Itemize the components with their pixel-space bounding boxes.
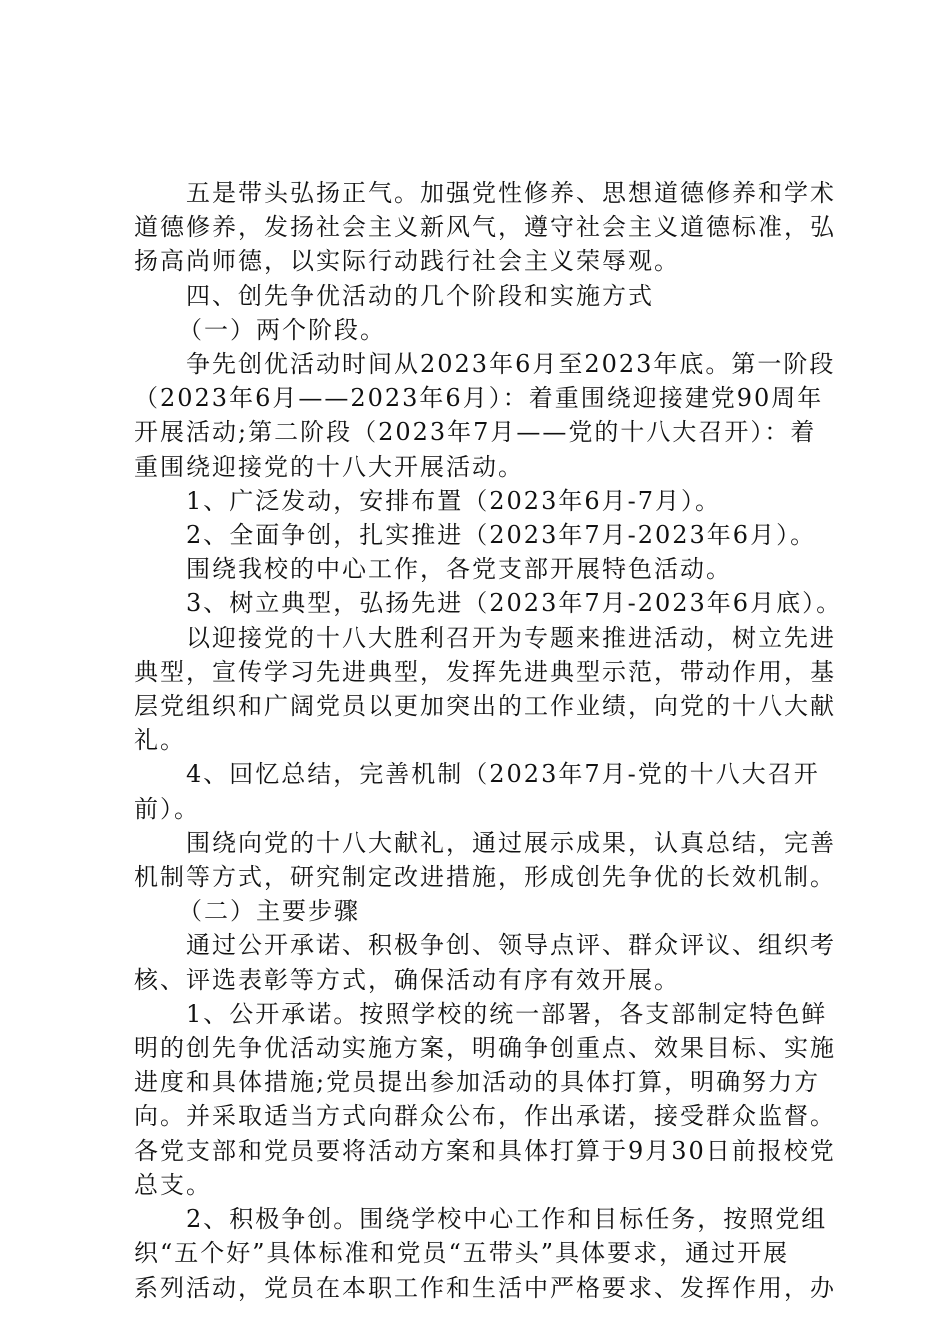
paragraph-line: 道德修养，发扬社会主义新风气，遵守社会主义道德标准，弘 [134,213,836,242]
list-item: 3、树立典型，弘扬先进（2023年7月-2023年6月底）。 [186,589,843,618]
paragraph-line: 明的创先争优活动实施方案，明确争创重点、效果目标、实施 [134,1034,836,1063]
paragraph-line: 系列活动，党员在本职工作和生活中严格要求、发挥作用，办 [134,1273,836,1302]
paragraph-line: 围绕向党的十八大献礼，通过展示成果，认真总结，完善 [186,828,836,857]
list-item: 2、积极争创。围绕学校中心工作和目标任务，按照党组 [186,1205,828,1234]
paragraph-line: 前）。 [134,794,200,823]
subsection-heading: （一）两个阶段。 [178,315,386,344]
document-body [134,176,843,1305]
paragraph-line: 层党组织和广阔党员以更加突出的工作业绩，向党的十八大献 [134,692,836,721]
paragraph-line: 典型，宣传学习先进典型，发挥先进典型示范，带动作用，基 [134,657,836,686]
paragraph-line: 进度和具体措施;党员提出参加活动的具体打算，明确努力方 [134,1068,821,1097]
paragraph-line: 各党支部和党员要将活动方案和具体打算于9月30日前报校党 [134,1136,836,1165]
paragraph-line: 五是带头弘扬正气。加强党性修养、思想道德修养和学术 [186,179,836,207]
paragraph-line: 围绕我校的中心工作，各党支部开展特色活动。 [186,555,732,584]
list-item: 2、全面争创，扎实推进（2023年7月-2023年6月）。 [186,521,817,550]
paragraph-line: 机制等方式，研究制定改进措施，形成创先争优的长效机制。 [134,863,836,892]
subsection-heading: （二）主要步骤 [178,897,360,926]
paragraph-line: 向。并采取适当方式向群众公布，作出承诺，接受群众监督。 [134,1102,836,1131]
paragraph-line: 开展活动;第二阶段（2023年7月——党的十八大召开）：着 [134,418,817,447]
list-item: 1、广泛发动，安排布置（2023年6月-7月）。 [186,486,721,515]
paragraph-line: 扬高尚师德，以实际行动践行社会主义荣辱观。 [134,247,680,276]
paragraph-line: 总支。 [134,1170,212,1199]
list-item: 4、回忆总结，完善机制（2023年7月-党的十八大召开 [186,760,820,789]
paragraph-line: 礼。 [134,726,186,755]
section-heading: 四、创先争优活动的几个阶段和实施方式 [186,281,654,310]
paragraph-line: 重围绕迎接党的十八大开展活动。 [134,452,524,481]
paragraph-line: 以迎接党的十八大胜利召开为专题来推进活动，树立先进 [186,623,836,652]
paragraph-line: 核、评选表彰等方式，确保活动有序有效开展。 [134,965,680,994]
paragraph-line: 织“五个好”具体标准和党员“五带头”具体要求，通过开展 [134,1239,790,1268]
list-item: 1、公开承诺。按照学校的统一部署，各支部制定特色鲜 [186,999,828,1028]
paragraph-line: 通过公开承诺、积极争创、领导点评、群众评议、组织考 [186,931,836,960]
paragraph-line: （2023年6月——2023年6月）：着重围绕迎接建党90周年 [134,384,824,413]
paragraph-line: 争先创优活动时间从2023年6月至2023年底。第一阶段 [186,350,836,379]
